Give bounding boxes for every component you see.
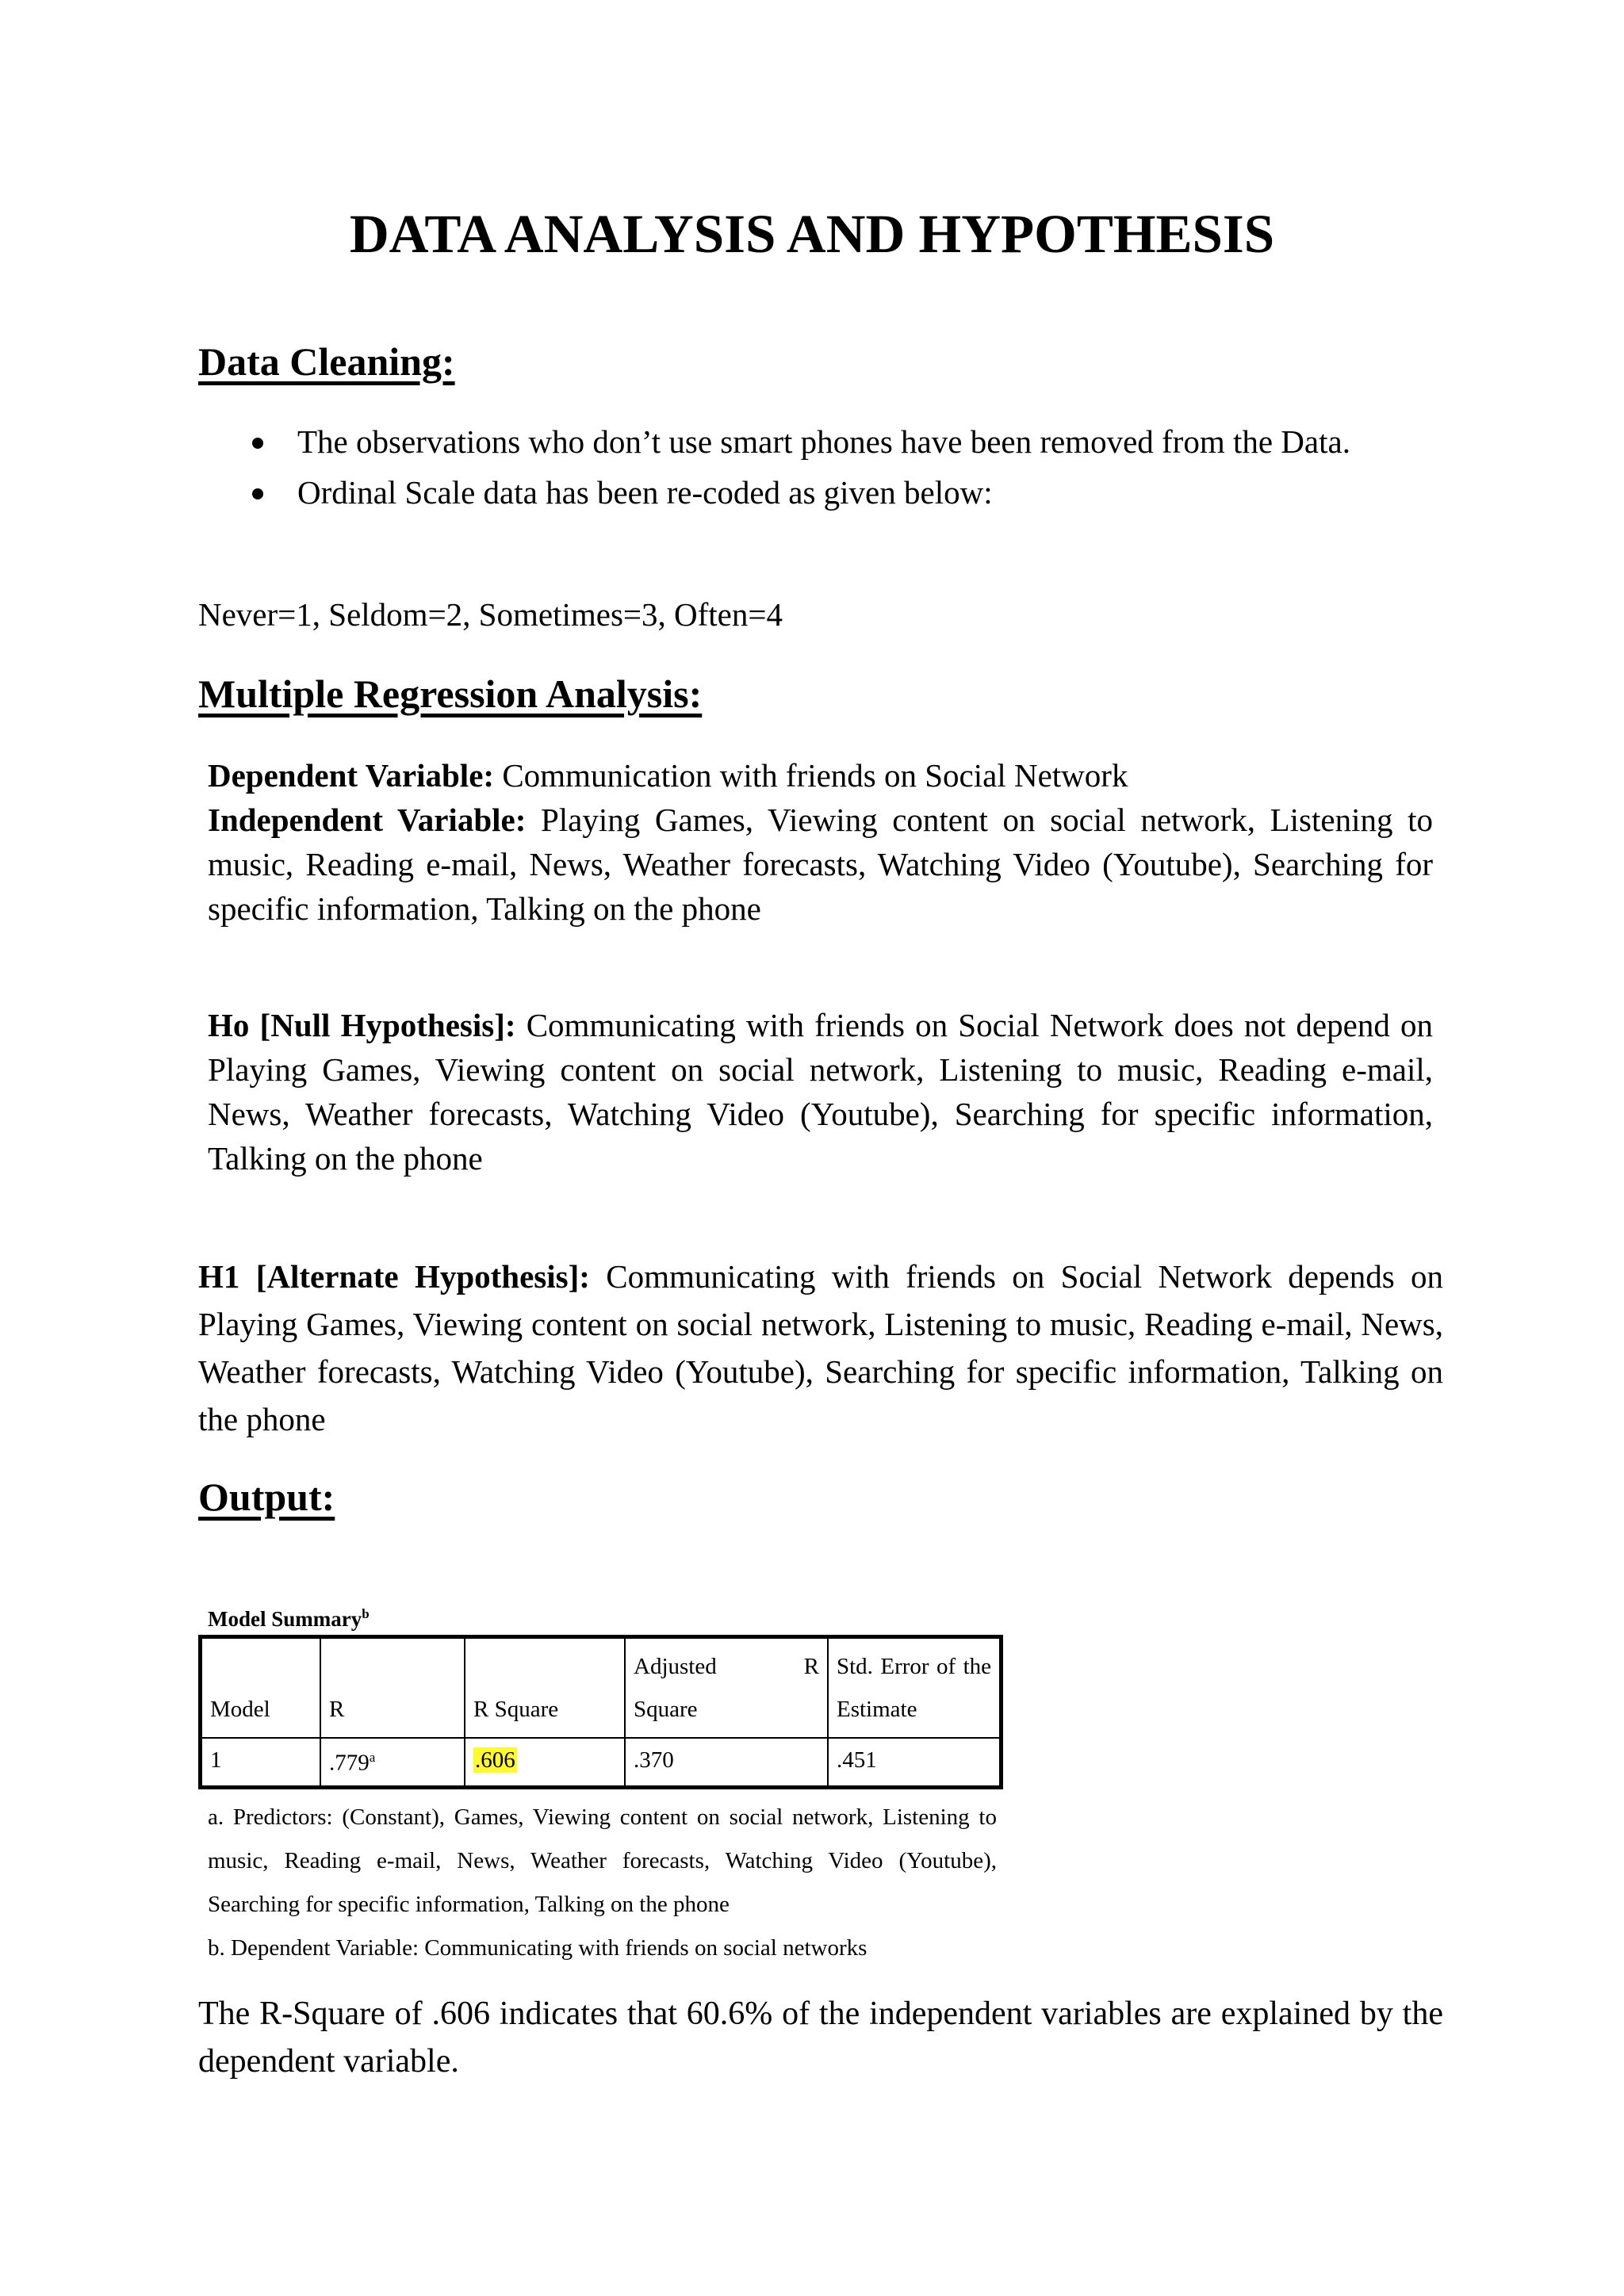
alternate-hypothesis-text: Communicating with friends on Social Network depends on Playing Games, Viewing content on social network, Listening to music, Reading e-mail, News, Weather forecasts, Watching Video (Youtube), Searching for specific information, Talking on the phone (198, 1258, 1444, 1437)
alternate-hypothesis (198, 1253, 1443, 1443)
null-hypothesis-text: Communicating with friends on Social Network does not depend on Playing Games, Viewing content on social network, Listening to music, Reading e-mail, News, Weather forecasts, Watching Video (Youtube), Searching for specific information, Talking on the phone (208, 1007, 1433, 1177)
cell-r: .779$^a$ (320, 1738, 465, 1787)
table-row (201, 1738, 1002, 1787)
table-footnotes (208, 1796, 997, 1970)
footnote-a: a. Predictors: (Constant), Games, Viewing content on social network, Listening to music, Reading e-mail, News, Weather forecasts, Watching Video (Youtube), Searching for specific information, Talking on the phone (208, 1804, 997, 1917)
regression-heading: Multiple Regression Analysis: (198, 672, 703, 716)
table-caption-note: b (362, 1606, 370, 1621)
coding-scheme: Never=1, Seldom=2, Sometimes=3, Often=4 (198, 596, 783, 633)
variables-paragraph (208, 753, 1433, 931)
header-adjusted-r-square: Adjusted R Square (625, 1637, 828, 1739)
bullet-icon (252, 438, 263, 449)
list-item (198, 419, 1443, 465)
bullet-text: Ordinal Scale data has been re-coded as given below: (297, 474, 993, 511)
null-hypothesis-label: Ho [Null Hypothesis]: (208, 1007, 516, 1043)
footnote-b: b. Dependent Variable: Communicating with friends on social networks (208, 1935, 868, 1961)
data-cleaning-bullets (198, 419, 1443, 520)
data-cleaning-heading: Data Cleaning: (198, 339, 455, 384)
cell-adjusted-r-square: .370 (625, 1738, 828, 1787)
header-std-error: Std. Error of the Estimate (828, 1637, 1002, 1739)
table-caption (208, 1600, 370, 1633)
cell-model: 1 (201, 1738, 321, 1787)
independent-label: Independent Variable: (208, 802, 527, 838)
bullet-icon (252, 488, 263, 499)
independent-text: Playing Games, Viewing content on social network, Listening to music, Reading e-mail, News, Weather forecasts, Watching Video (Youtube), Searching for specific information, Talking on the phone (208, 802, 1433, 927)
dependent-label: Dependent Variable: (208, 757, 495, 794)
cell-std-error: .451 (828, 1738, 1002, 1787)
model-summary-table (198, 1635, 1003, 1789)
list-item (198, 469, 1443, 515)
page-title: DATA ANALYSIS AND HYPOTHESIS (349, 204, 1275, 264)
null-hypothesis (208, 1003, 1433, 1181)
header-r-square: R Square (465, 1637, 625, 1739)
cell-r-square (465, 1738, 625, 1787)
alternate-hypothesis-label: H1 [Alternate Hypothesis]: (198, 1258, 590, 1295)
highlighted-r-square: .606 (475, 1747, 515, 1774)
header-model: Model (201, 1637, 321, 1739)
bullet-text: The observations who don’t use smart phones have been removed from the Data. (297, 423, 1350, 460)
dependent-text: Communication with friends on Social Network (494, 757, 1128, 794)
table-caption-text: Model Summary (208, 1607, 362, 1631)
conclusion-text: The R-Square of .606 indicates that 60.6% of the independent variables are explained by the dependent variable. (198, 1996, 1443, 2080)
std-error-label-line: Std. Error of the (837, 1654, 991, 1679)
output-heading: Output: (198, 1475, 335, 1519)
adjusted-label-line: Adjusted R (634, 1654, 819, 1679)
table-header-row (201, 1637, 1002, 1739)
header-r: R (320, 1637, 465, 1739)
r-footnote-marker: a (369, 1750, 376, 1765)
